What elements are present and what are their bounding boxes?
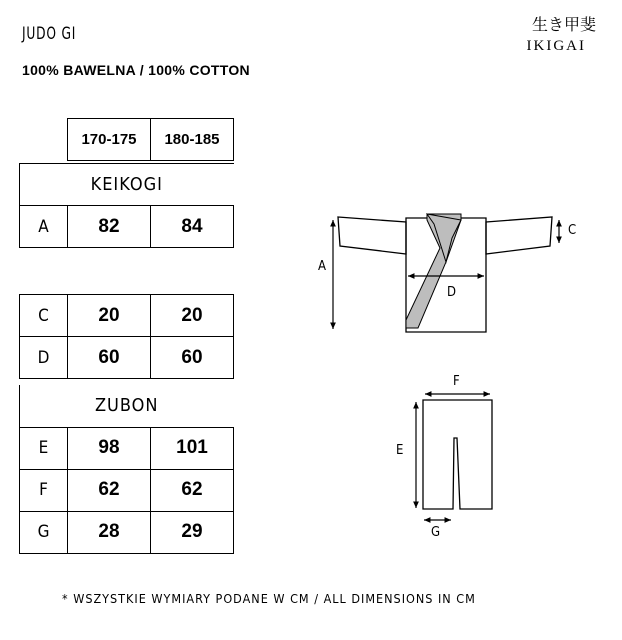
keikogi-table-continued bbox=[19, 294, 234, 379]
keikogi-title: KEIKOGI bbox=[20, 164, 234, 206]
row-label-c: C bbox=[20, 295, 68, 337]
row-label-e: E bbox=[20, 427, 68, 469]
row-label-g: G bbox=[20, 511, 68, 553]
value-g-size2: 29 bbox=[151, 511, 234, 553]
dimension-f-label: F bbox=[453, 374, 460, 389]
dimension-e-label: E bbox=[396, 443, 404, 458]
value-c-size1: 20 bbox=[68, 295, 151, 337]
brand-latin: IKIGAI bbox=[526, 38, 586, 54]
footnote: * WSZYSTKIE WYMIARY PODANE W CM / ALL DIMENSIONS IN CM bbox=[62, 591, 476, 606]
keikogi-table bbox=[19, 163, 234, 248]
zubon-table bbox=[19, 385, 234, 554]
value-a-size2: 84 bbox=[151, 206, 234, 248]
row-label-a: A bbox=[20, 206, 68, 248]
jacket-diagram bbox=[300, 200, 590, 345]
row-label-d: D bbox=[20, 337, 68, 379]
pants-outline bbox=[423, 400, 492, 509]
value-e-size2: 101 bbox=[151, 427, 234, 469]
size-header-table bbox=[67, 118, 234, 161]
size-header-2: 180-185 bbox=[151, 119, 234, 161]
dimension-c-label: C bbox=[568, 223, 577, 238]
jacket-left-sleeve bbox=[338, 217, 406, 254]
jacket-right-sleeve bbox=[486, 217, 552, 254]
page-title: JUDO GI bbox=[22, 24, 77, 44]
material-subtitle: 100% BAWELNA / 100% COTTON bbox=[22, 62, 250, 78]
value-f-size2: 62 bbox=[151, 469, 234, 511]
value-g-size1: 28 bbox=[68, 511, 151, 553]
value-c-size2: 20 bbox=[151, 295, 234, 337]
value-e-size1: 98 bbox=[68, 427, 151, 469]
row-label-f: F bbox=[20, 469, 68, 511]
value-f-size1: 62 bbox=[68, 469, 151, 511]
pants-diagram bbox=[390, 375, 510, 530]
dimension-a-label: A bbox=[318, 259, 326, 274]
size-header-1: 170-175 bbox=[68, 119, 151, 161]
value-a-size1: 82 bbox=[68, 206, 151, 248]
brand-japanese: 生き甲斐 bbox=[531, 15, 596, 34]
value-d-size2: 60 bbox=[151, 337, 234, 379]
dimension-g-label: G bbox=[431, 525, 441, 540]
value-d-size1: 60 bbox=[68, 337, 151, 379]
jacket-collar bbox=[427, 214, 461, 262]
zubon-title: ZUBON bbox=[20, 385, 234, 427]
dimension-d-label: D bbox=[447, 285, 457, 300]
